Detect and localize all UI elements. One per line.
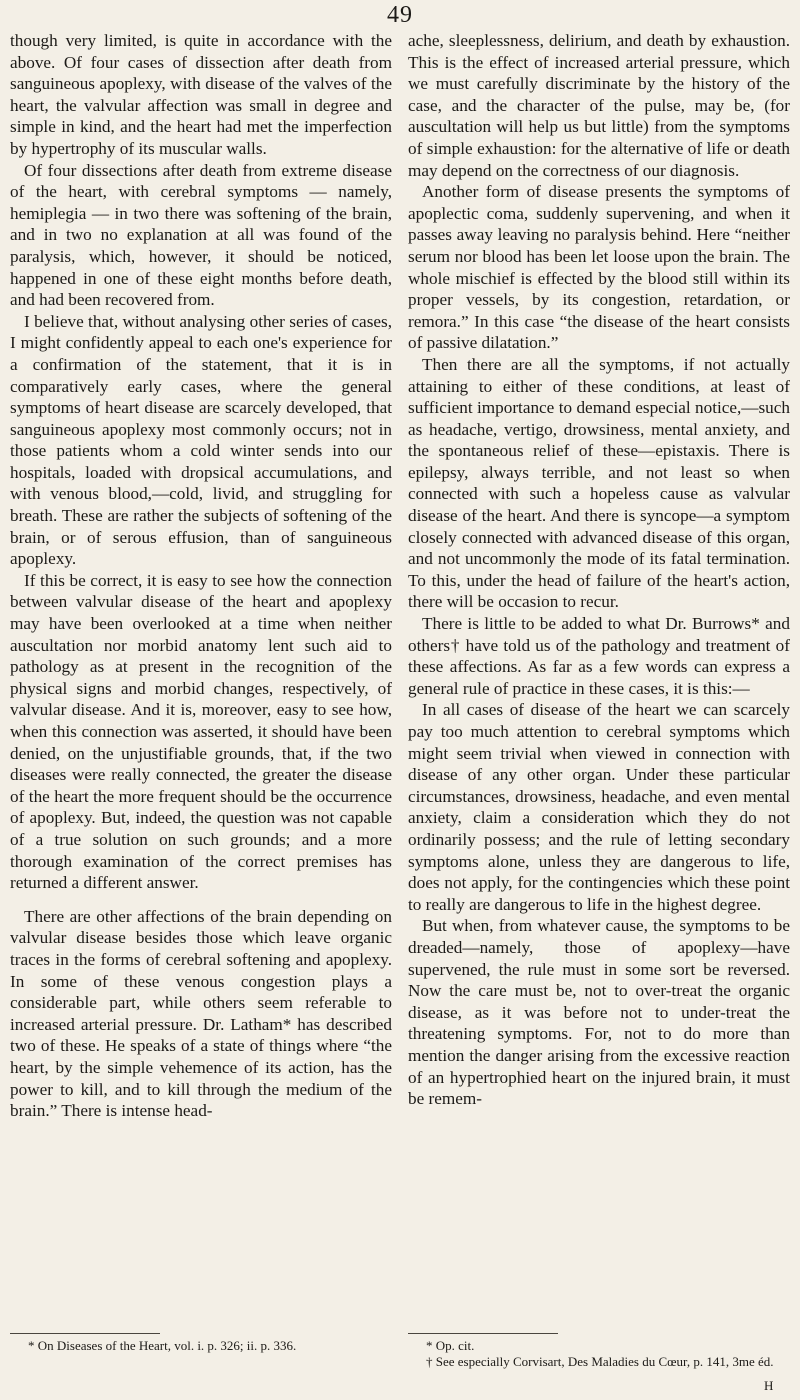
paragraph: In all cases of disease of the heart we can scarcely pay too much attention to cerebral symptoms which might seem trivial when viewed in connection with disease of any other organ. Under these particular circumstances, drowsiness, headache, and even mental anxiety, claim a consideration which they do not ordinarily possess; and the rule of letting secondary symptoms alone, unless they are dangerous to life, does not apply, for the contingencies which these point to really are dangerous to life in the highest degree. [408, 700, 790, 914]
paragraph: There is little to be added to what Dr. Burrows* and others† have told us of the pathology and treatment of these affections. As far as a few words can express a general rule of practice in these cases, it is this:— [408, 614, 790, 698]
footnotes-right [408, 1333, 790, 1370]
paragraph: Of four dissections after death from extreme disease of the heart, with cerebral symptoms — namely, hemiplegia — in two there was softening of the brain, and in two no explanation at all was found of the paralysis, which, however, it should be noticed, happened in one of these eight months before death, and had been recovered from. [10, 160, 392, 310]
page-number: 49 [387, 2, 413, 28]
footnote-rule [10, 1333, 160, 1334]
footnote: † See especially Corvisart, Des Maladies du Cœur, p. 141, 3me éd. [426, 1354, 774, 1369]
footnote: * Op. cit. [426, 1338, 475, 1353]
footnote-rule [408, 1333, 558, 1334]
paragraph: If this be correct, it is easy to see how the connection between valvular disease of the heart and apoplexy may have been overlooked at a time when neither auscultation nor morbid anatomy lent such aid to pathology as at present in the recognition of the physical signs and morbid changes, respectively, of valvular disease. And it is, moreover, easy to see how, when this connection was asserted, it should have been denied, on the unjustifiable grounds, that, if the two diseases were really connected, the greater the disease of the heart the more frequent should be the occurrence of apoplexy. But, indeed, the question was not capable of a true solution on such grounds; and a more thorough examination of the correct premises has returned a different answer. [10, 570, 392, 893]
paragraph: Another form of disease presents the symptoms of apoplectic coma, suddenly supervening, and when it passes away leaving no paralysis behind. Here “neither serum nor blood has been let loose upon the brain. The whole mischief is effected by the blood still within its proper vessels, by its congestion, retardation, or remora.” In this case “the disease of the heart consists of passive dilatation.” [408, 182, 790, 353]
right-column [408, 30, 790, 1110]
paragraph: Then there are all the symptoms, if not actually attaining to either of these conditions, at least of sufficient importance to demand especial notice,—such as headache, vertigo, drowsiness, mental anxiety, and the spontaneous relief of these—epistaxis. There is epilepsy, always terrible, and not least so when connected with such a hopeless cause as valvular disease of the heart. And there is syncope—a symptom closely connected with advanced disease of this organ, and not uncommonly the mode of its fatal termination. To this, under the head of failure of the heart's action, there will be occasion to recur. [408, 354, 790, 612]
paragraph: ache, sleeplessness, delirium, and death by exhaustion. This is the effect of increased arterial pressure, which we must carefully discriminate by the history of the case, and the character of the pulse, may be, (for auscultation will help us but little) from the symptoms of simple exhaustion: for the alternative of life or death may depend on the correctness of our diagnosis. [408, 31, 790, 180]
left-column [10, 30, 392, 1122]
paragraph: There are other affections of the brain depending on valvular disease besides those which leave organic traces in the forms of cerebral softening and apoplexy. In some of these venous congestion plays a considerable part, while others seem referable to increased arterial pressure. Dr. Latham* has described two of these. He speaks of a state of things where “the heart, by the simple vehemence of its action, has the power to kill, and to kill through the medium of the brain.” There is intense head- [10, 906, 392, 1121]
paragraph: But when, from whatever cause, the symptoms to be dreaded—namely, those of apoplexy—have supervened, the rule must in some sort be reversed. Now the care must be, not to over-treat the organic disease, as it was before not to under-treat the threatening symptoms. For, not to do more than mention the danger arising from the excessive reaction of an hypertrophied heart on the injured brain, it must be remem- [408, 916, 790, 1109]
footnotes-left [10, 1333, 392, 1354]
signature-mark: H [764, 1378, 775, 1393]
paragraph: though very limited, is quite in accordance with the above. Of four cases of dissection after death from sanguineous apoplexy, with disease of the valves of the heart, the valvular affection was small in degree and simple in kind, and the heart had met the imperfection by hypertrophy of its muscular walls. [10, 31, 392, 158]
footnote: * On Diseases of the Heart, vol. i. p. 326; ii. p. 336. [28, 1338, 297, 1353]
paragraph: I believe that, without analysing other series of cases, I might confidently appeal to each one's experience for a confirmation of the statement, that it is in comparatively early cases, where the general symptoms of heart disease are scarcely developed, that sanguineous apoplexy most commonly occurs; not in those patients whom a cold winter sends into our hospitals, loaded with dropsical accumulations, and with venous blood,—cold, livid, and struggling for breath. These are rather the subjects of softening of the brain, or of serous effusion, than of sanguineous apoplexy. [10, 311, 392, 569]
